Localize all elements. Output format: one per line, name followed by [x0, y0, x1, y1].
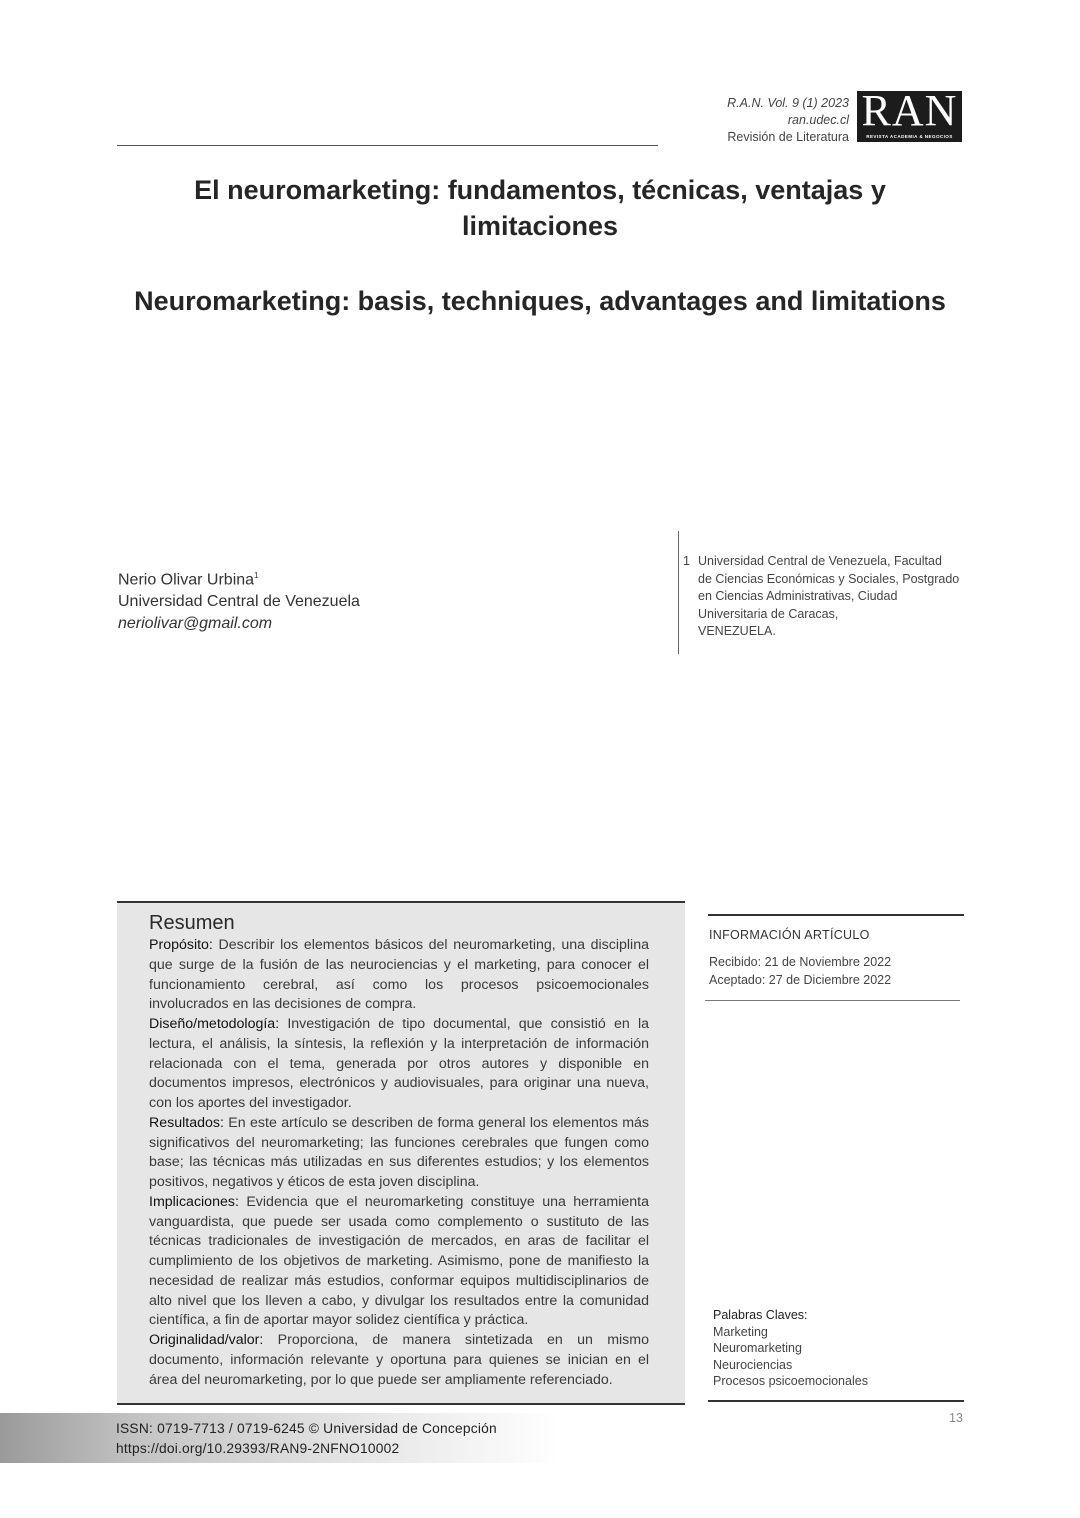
accepted-date: Aceptado: 27 de Diciembre 2022 [709, 972, 892, 987]
author-footnote-mark: 1 [254, 571, 259, 580]
affiliation-line: de Ciencias Económicas y Sociales, Postgrado [698, 571, 960, 586]
page-number: 13 [949, 1411, 963, 1425]
author-institution: Universidad Central de Venezuela [118, 593, 360, 611]
article-info-dates [709, 954, 891, 989]
article-info-heading: INFORMACIÓN ARTÍCULO [709, 928, 870, 942]
author-name: Nerio Olivar Urbina$^1$ [118, 571, 259, 589]
keywords-heading: Palabras Claves: [713, 1308, 808, 1322]
abstract-section-implications: Implicaciones: Evidencia que el neuromarketing constituye una herramienta vanguardista, que puede ser usada como complemento o sustituto de las técnicas tradicionales de investigación de mercados, en aras de facilitar el cumplimiento de los objetivos de marketing. Asimismo, pone de manifiesto la necesidad de realizar más estudios, conformar equipos multidisciplinarios de alto nivel que los lleven a cabo, y divulgar los resultados entre la comunidad científica, a fin de aportar mayor solidez científica y práctica. [149, 1193, 649, 1329]
abstract-label: Diseño/metodología: [149, 1016, 280, 1032]
footer-doi[interactable]: https://doi.org/10.29393/RAN9-2NFNO10002 [116, 1441, 400, 1456]
keyword-item: Procesos psicoemocionales [713, 1374, 868, 1388]
abstract-label: Originalidad/valor: [149, 1332, 264, 1348]
keyword-item: Neurociencias [713, 1357, 793, 1372]
abstract-section-originality: Originalidad/valor: Proporciona, de manera sintetizada en un mismo documento, información relevante y oportuna para quienes se inician en el área del neuromarketing, por lo que puede ser ampliamente referenciado. [149, 1332, 649, 1388]
affiliation-line: Universidad Central de Venezuela, Facultad [698, 554, 942, 568]
journal-issue: R.A.N. Vol. 9 (1) 2023 [727, 96, 849, 110]
logo-text: RAN [861, 86, 958, 135]
affiliation-divider [678, 531, 679, 654]
footer-issn: ISSN: 0719-7713 / 0719-6245 © Universidad de Concepción [116, 1421, 497, 1436]
abstract-body [149, 936, 649, 1390]
article-info-divider [705, 1000, 960, 1001]
affiliation-line: Universitaria de Caracas, [698, 606, 839, 621]
journal-header-meta [727, 95, 849, 146]
abstract-section-results: Resultados: En este artículo se describen de forma general los elementos más significativos del neuromarketing; las funciones cerebrales que fungen como base; las técnicas más utilizadas en sus diferentes estudios; y los elementos positivos, negativos y éticos de esta joven disciplina. [149, 1114, 649, 1190]
abstract-heading: Resumen [149, 912, 235, 934]
journal-website[interactable]: ran.udec.cl [787, 113, 849, 127]
affiliation-line: en Ciencias Administrativas, Ciudad [698, 589, 898, 603]
article-info-top-rule [708, 914, 964, 916]
abstract-label: Implicaciones: [149, 1193, 239, 1210]
header-divider [117, 145, 658, 146]
author-block [118, 565, 360, 635]
article-section: Revisión de Literatura [727, 130, 849, 144]
abstract-label: Resultados: [149, 1114, 224, 1131]
abstract-label: Propósito: [149, 937, 213, 953]
abstract-section-purpose: Propósito: Describir los elementos básicos del neuromarketing, una disciplina que surge de la fusión de las neurociencias y el marketing, para conocer el funcionamiento cerebral, así como los procesos psicoemocionales involucrados en las decisiones de compra. [149, 937, 649, 1013]
affiliation-number: 1 [683, 554, 690, 568]
author-email[interactable]: neriolivar@gmail.com [118, 615, 273, 633]
affiliation-line: VENEZUELA. [698, 624, 776, 638]
logo-subtext: REVISTA ACADEMIA & NEGOCIOS [866, 134, 953, 139]
abstract-section-design: Diseño/metodología: Investigación de tipo documental, que consistió en la lectura, el análisis, la síntesis, la reflexión y la interpretación de información relacionada con el tema, generada por otros autores y disponible en documentos impresos, electrónicos y audiovisuales, para originar una nueva, con los aportes del investigador. [149, 1016, 649, 1111]
title-english: Neuromarketing: basis, techniques, advantages and limitations [134, 286, 946, 316]
keyword-item: Marketing [713, 1324, 768, 1339]
affiliation-text [698, 553, 970, 641]
keyword-item: Neuromarketing [713, 1341, 802, 1355]
keywords-bottom-rule [708, 1400, 964, 1402]
keywords-block [713, 1307, 868, 1390]
title-spanish: El neuromarketing: fundamentos, técnicas, ventajas y limitaciones [194, 175, 886, 241]
ran-logo [857, 86, 962, 142]
received-date: Recibido: 21 de Noviembre 2022 [709, 955, 892, 969]
footer-text [116, 1419, 497, 1459]
